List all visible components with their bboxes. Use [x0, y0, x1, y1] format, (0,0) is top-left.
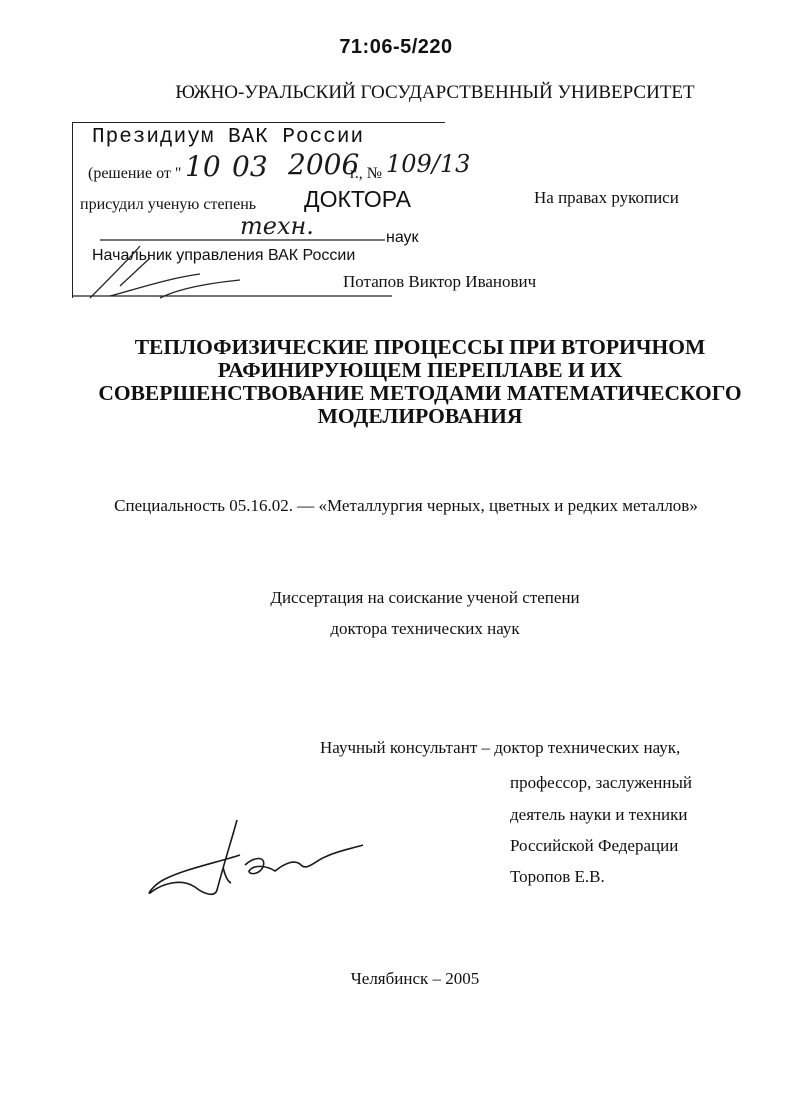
stamp-field-handwritten: техн. — [240, 212, 314, 240]
stamp-date-month: 03 — [232, 150, 268, 183]
stamp-decision-line — [88, 165, 181, 183]
dissertation-line: Диссертация на соискание ученой степени — [270, 588, 580, 607]
consultant-line: деятель науки и техники — [510, 805, 688, 824]
dissertation-line: доктора технических наук — [330, 619, 520, 638]
title-line: СОВЕРШЕНСТВОВАНИЕ МЕТОДАМИ МАТЕМАТИЧЕСКОГО — [98, 381, 742, 405]
document-code: 71:06-5/220 — [339, 36, 453, 58]
stamp-date-day: 10 — [185, 150, 221, 183]
specialty-line: Специальность 05.16.02. — «Металлургия черных, цветных и редких металлов» — [114, 496, 698, 515]
consultant-line: Российской Федерации — [510, 836, 679, 855]
consultant-line: профессор, заслуженный — [510, 773, 693, 792]
consultant-name: Торопов Е.В. — [510, 867, 605, 886]
dissertation-degree — [0, 582, 792, 644]
consultant-line: Научный консультант – доктор технических наук, — [320, 738, 681, 757]
title-line: РАФИНИРУЮЩЕМ ПЕРЕПЛАВЕ И ИХ — [217, 358, 623, 382]
stamp-awarded-prefix: присудил ученую степень — [80, 196, 257, 213]
university-name: ЮЖНО-УРАЛЬСКИЙ ГОСУДАРСТВЕННЫЙ УНИВЕРСИТЕТ — [175, 82, 695, 103]
stamp-decision-prefix: (решение от " — [88, 165, 182, 182]
stamp-decision-mid: г., № — [350, 165, 383, 182]
consultant-signature — [145, 815, 370, 900]
title-line: МОДЕЛИРОВАНИЯ — [317, 404, 523, 428]
stamp-head-title: Начальник управления ВАК России — [92, 247, 356, 264]
author-name: Потапов Виктор Иванович — [343, 272, 537, 291]
manuscript-rights: На правах рукописи — [534, 188, 679, 207]
stamp-title: Президиум ВАК России — [92, 126, 365, 149]
title-line: ТЕПЛОФИЗИЧЕСКИЕ ПРОЦЕССЫ ПРИ ВТОРИЧНОМ — [134, 335, 706, 359]
city-year: Челябинск – 2005 — [350, 969, 480, 988]
stamp-sciences-word: наук — [386, 229, 419, 246]
dissertation-title — [60, 336, 780, 428]
stamp-date-year: 2006 — [288, 148, 360, 181]
stamp-degree: ДОКТОРА — [304, 186, 411, 212]
stamp-decision-number: 109/13 — [386, 150, 471, 178]
